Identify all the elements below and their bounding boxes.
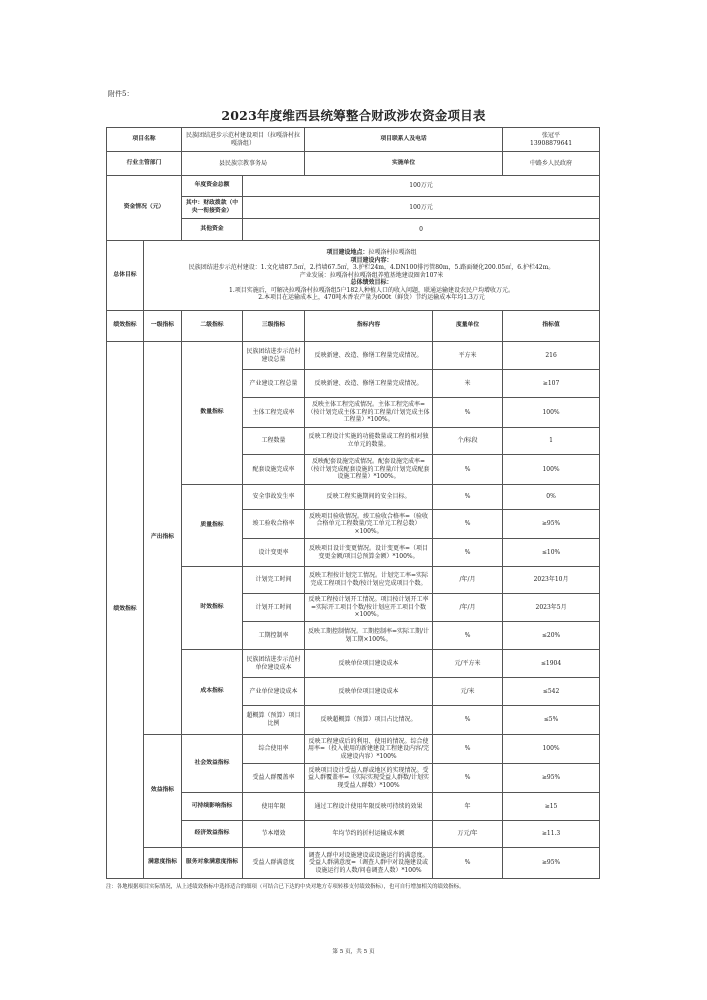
indicator-value: ≤5% [503,706,600,735]
indicator-unit: 米 [433,370,503,398]
indicator-unit: % [433,485,503,510]
table-row [107,128,600,152]
indicator-name: 产业建设工程总量 [243,370,305,398]
indicator-value: 0% [503,485,600,510]
indicator-name: 设计变更率 [243,539,305,567]
indicator-unit: % [433,706,503,735]
project-name-label: 项目名称 [107,128,182,152]
perf-header-c3: 二级指标 [182,311,243,342]
overall-line-text: 1.项目实施后，可解决拉嘎洛村拉嘎洛组5户182人种植人口的收入问题，联通运输建设农民户均增收万元。 [229,286,515,294]
quantity-indicator-label: 数量指标 [182,342,243,485]
overall-line-text: 民族团结进步示范村建设：1.文化墙87.5㎡，2.挡墙67.5㎡，3.护栏24m，4.DN100排污管80m，5.路面硬化200.05㎡，6.护栏42m。 [188,264,555,272]
table-row [107,735,600,764]
indicator-unit: 元/平方米 [433,650,503,678]
indicator-content: 反映新建、改造、修缮工程量完成情况。 [305,342,433,370]
indicator-name: 民族团结进步示范村建设总量 [243,342,305,370]
table-row [107,342,600,370]
overall-line-bold: 总体绩效目标： [350,279,393,287]
indicator-name: 超概算（预算）项目比例 [243,706,305,735]
economic-indicator-label: 经济效益指标 [182,821,243,848]
indicator-name: 安全事故发生率 [243,485,305,510]
indicator-unit: % [433,735,503,764]
indicator-unit: 平方米 [433,342,503,370]
indicator-name: 计划开工时间 [243,594,305,622]
indicator-value: 2023年10月 [503,567,600,594]
unit-label: 实施单位 [305,152,503,176]
indicator-name: 计划完工时间 [243,567,305,594]
table-row [107,241,600,311]
indicator-content: 反映单位项目建设成本 [305,650,433,678]
indicator-unit: % [433,764,503,793]
indicator-content: 年均节约的折村运输成本额 [305,821,433,848]
indicator-content: 反映工程按计划完工情况。计划完工率=实际完成工程项目个数/按计划应完成项目个数。 [305,567,433,594]
table-row [107,311,600,342]
overall-line-text: 拉嘎洛村拉嘎洛组 [368,248,417,256]
overall-label: 总体目标 [107,241,144,311]
indicator-content: 反映工程建成后的利用、使用的情况。综合使用率=（投入使用的新建建设工程建设内容/完成建设内容）*100% [305,735,433,764]
indicator-value: ≥11.3 [503,821,600,848]
social-indicator-label: 社会效益指标 [182,735,243,793]
project-name-value: 民族团结进步示范村建设项目（拉嘎洛村拉嘎洛组） [182,128,305,152]
indicator-unit: % [433,622,503,650]
indicator-content: 反映超概算（预算）项目占比情况。 [305,706,433,735]
perf-header-c6: 度量单位 [433,311,503,342]
indicator-unit: % [433,848,503,879]
indicator-content: 反映工程设计实施的功能数量或工程的相对独立单元的数量。 [305,428,433,455]
indicator-content: 反映新建、改造、修缮工程量完成情况。 [305,370,433,398]
indicator-content: 反映工程实施期间的安全目标。 [305,485,433,510]
perf-header-c5: 指标内容 [305,311,433,342]
indicator-content: 反映主体工程完成情况。主体工程完成率=（按计划完成主体工程的工程量/计划完成主体工程量）*100%。 [305,398,433,428]
funds-fiscal-value: 100万元 [243,197,600,219]
indicator-value: ≥15 [503,793,600,821]
satisfaction-indicator-label: 满意度指标 [144,848,182,879]
page-number: 第 5 页，共 5 页 [332,949,375,955]
funds-other-value: 0 [243,219,600,241]
indicator-unit: 元/米 [433,678,503,706]
indicator-name: 工期控制率 [243,622,305,650]
sustain-indicator-label: 可持续影响指标 [182,793,243,821]
indicator-value: ≥95% [503,510,600,539]
indicator-content: 反映工程按计划开工情况。项目按计划开工率=实际开工项目个数/按计划应开工项目个数×100%。 [305,594,433,622]
funds-fiscal-label: 其中：财政拨款（中央一衔接资金） [182,197,243,219]
indicator-name: 工程数量 [243,428,305,455]
indicator-value: 100% [503,735,600,764]
indicator-name: 受益人群覆盖率 [243,764,305,793]
project-table [106,127,600,879]
indicator-unit: 个/标段 [433,428,503,455]
funds-total-value: 100万元 [243,176,600,197]
indicator-name: 配套设施完成率 [243,455,305,485]
funds-total-label: 年度资金总额 [182,176,243,197]
indicator-unit: 年 [433,793,503,821]
table-row [107,176,600,197]
overall-content [144,241,600,311]
indicator-value: ≥107 [503,370,600,398]
overall-line-text: 2.本项目在运输成本上，470吨木香农产量为600t（鲜货）节约运输成本年均1.3万元 [258,294,485,302]
indicator-value: 100% [503,455,600,485]
contact-label: 项目联系人及电话 [305,128,503,152]
indicator-unit: /年/月 [433,594,503,622]
indicator-content: 反映项目设计受益人群或地区的实现情况。受益人群覆盖率=（实际实现受益人群数/计划实现受益人群数）*100% [305,764,433,793]
time-indicator-label: 时效指标 [182,567,243,650]
indicator-unit: /年/月 [433,567,503,594]
perf-label: 绩效指标 [107,342,144,879]
indicator-name: 节本增效 [243,821,305,848]
indicator-content: 反映配套设施完成情况。配套设施完成率=（按计划完成配套设施的工程量/计划完成配套设施工程量）*100%。 [305,455,433,485]
indicator-name: 综合使用率 [243,735,305,764]
overall-line-bold: 项目建设地点： [326,248,369,256]
indicator-unit: % [433,398,503,428]
indicator-content: 反映项目验收情况。竣工验收合格率=（验收合格单元工程数量/完工单元工程总数）×100%。 [305,510,433,539]
unit-value: 中路乡人民政府 [503,152,600,176]
perf-header-c4: 三级指标 [243,311,305,342]
quality-indicator-label: 质量指标 [182,485,243,567]
overall-line-bold: 项目建设内容： [350,256,393,264]
table-row [107,152,600,176]
indicator-value: ≤1904 [503,650,600,678]
indicator-value: ≥95% [503,848,600,879]
indicator-name: 使用年限 [243,793,305,821]
indicator-name: 产业单位建设成本 [243,678,305,706]
indicator-name: 受益人群满意度 [243,848,305,879]
attachment-label: 附件5： [108,90,134,98]
table-row [107,848,600,879]
indicator-value: 100% [503,398,600,428]
indicator-value: ≥95% [503,764,600,793]
indicator-value: 1 [503,428,600,455]
funds-other-label: 其他资金 [182,219,243,241]
indicator-value: 2023年5月 [503,594,600,622]
indicator-unit: 万元/年 [433,821,503,848]
contact-value: 张冠平 13908879641 [503,128,600,152]
footnote: 注：各地根据项目实际情况，从上述绩效指标中选择适合的细项（可结合已下达的中央对地方专项转移支付绩效指标），也可自行增加相关的绩效指标。 [106,884,465,890]
funds-label: 资金情况（元） [107,176,182,241]
perf-header-c2: 一级指标 [144,311,182,342]
indicator-content: 通过工程设计使用年限反映可持续的效果 [305,793,433,821]
indicator-content: 调查人群中对设施建设或设施运行的满意度。受益人群满意度=（调查人群中对设施建设或设施运行的人数/问卷调查人数）*100% [305,848,433,879]
indicator-value: ≤542 [503,678,600,706]
indicator-unit: % [433,539,503,567]
indicator-name: 民族团结进步示范村单位建设成本 [243,650,305,678]
indicator-unit: % [433,510,503,539]
page-title: 2023年度维西县统筹整合财政涉农资金项目表 [221,108,486,123]
indicator-value: ≤10% [503,539,600,567]
indicator-content: 反映工期控制情况。工期控制率=实际工期/计划工期×100%。 [305,622,433,650]
service-indicator-label: 服务对象满意度指标 [182,848,243,879]
indicator-value: 216 [503,342,600,370]
output-indicator-label: 产出指标 [144,342,182,735]
dept-label: 行业主管部门 [107,152,182,176]
indicator-value: ≤20% [503,622,600,650]
indicator-content: 反映项目设计变更情况。设计变更率=（项目变更金额/项目总预算金额）*100%。 [305,539,433,567]
dept-value: 县民族宗教事务局 [182,152,305,176]
indicator-name: 竣工验收合格率 [243,510,305,539]
perf-header-c1: 绩效指标 [107,311,144,342]
benefit-indicator-label: 效益指标 [144,735,182,848]
perf-header-c7: 指标值 [503,311,600,342]
cost-indicator-label: 成本指标 [182,650,243,735]
indicator-name: 主体工程完成率 [243,398,305,428]
indicator-content: 反映单位项目建设成本 [305,678,433,706]
indicator-unit: % [433,455,503,485]
overall-line-text: 产业发展：拉嘎洛村拉嘎洛组养殖基地建设圈舍107米 [299,271,444,279]
